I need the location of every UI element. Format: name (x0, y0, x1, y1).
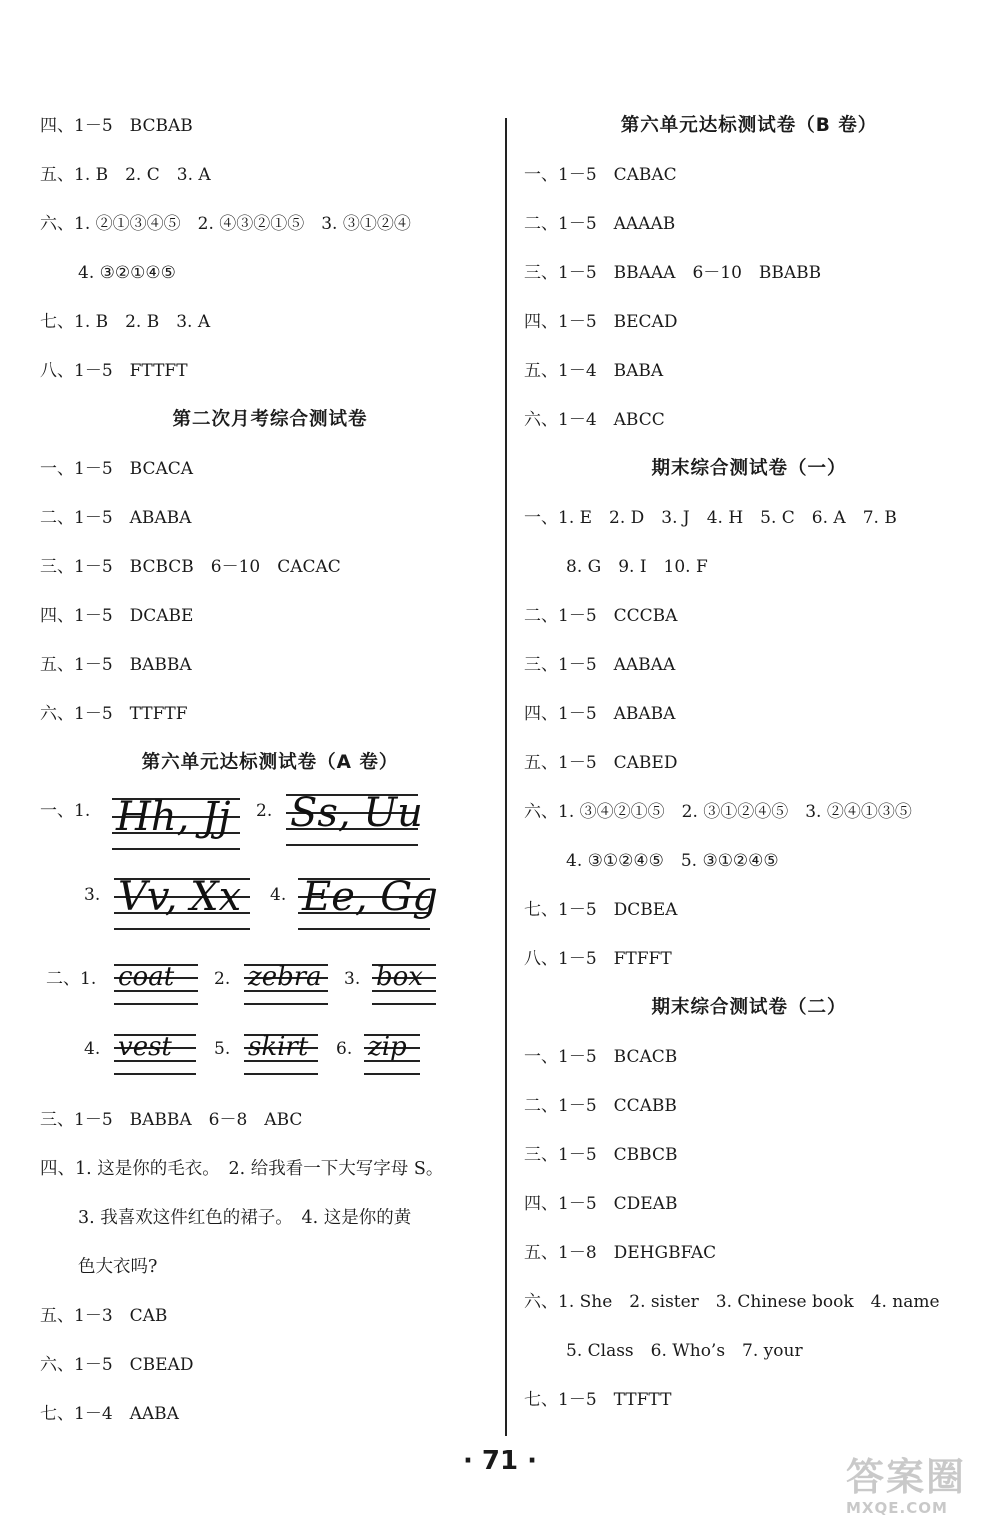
right-column (524, 108, 974, 1431)
handwritten-word: zip (368, 1032, 407, 1062)
handwritten-letters: Vv, Xx (118, 874, 242, 920)
answer-line: 4. ③①②④⑤ 5. ③①②④⑤ (566, 851, 779, 871)
handwriting-row (40, 962, 500, 1032)
answer-line: 8. G 9. I 10. F (566, 557, 708, 577)
answer-line: 六、1. ②①③④⑤ 2. ④③②①⑤ 3. ③①②④ (40, 214, 411, 234)
handwriting-lines (114, 1034, 196, 1074)
answer-line: 六、1－4 ABCC (524, 410, 665, 430)
question-label: 2. (214, 969, 231, 989)
section-title: 期末综合测试卷（一） (651, 458, 847, 479)
page-number: · 71 · (462, 1446, 538, 1476)
handwriting-lines (112, 794, 240, 850)
handwritten-word: box (376, 962, 423, 992)
section-title: 第六单元达标测试卷（A 卷） (141, 752, 399, 773)
answer-line: 一、1－5 BCACA (40, 459, 194, 479)
handwritten-word: skirt (248, 1032, 309, 1062)
answer-line: 五、1－4 BABA (524, 361, 664, 381)
answer-line: 八、1－5 FTTFT (40, 361, 188, 381)
handwriting-lines (114, 874, 250, 930)
answer-line: 色大衣吗? (78, 1257, 158, 1277)
answer-line: 二、1－5 AAAAB (524, 214, 676, 234)
answer-line: 七、1－5 TTFTT (524, 1390, 672, 1410)
handwriting-lines (244, 964, 328, 1004)
handwriting-lines (114, 964, 198, 1004)
question-label: 一、1. (40, 801, 91, 821)
answer-line: 一、1. E 2. D 3. J 4. H 5. C 6. A 7. B (524, 508, 897, 528)
handwritten-letters: Ee, Gg (302, 874, 438, 920)
handwriting-lines (364, 1034, 420, 1074)
answer-line: 四、1－5 DCABE (40, 606, 194, 626)
answer-line: 五、1. B 2. C 3. A (40, 165, 211, 185)
answer-line: 七、1. B 2. B 3. A (40, 312, 211, 332)
answer-line: 二、1－5 CCABB (524, 1096, 677, 1116)
section-title: 第二次月考综合测试卷 (172, 409, 368, 430)
answer-line: 五、1－3 CAB (40, 1306, 168, 1326)
answer-line: 三、1－5 AABAA (524, 655, 676, 675)
question-label: 6. (336, 1039, 353, 1059)
answer-line: 五、1－5 CABED (524, 753, 678, 773)
answer-line: 三、1－5 BBAAA 6－10 BBABB (524, 263, 822, 283)
handwritten-word: vest (118, 1032, 172, 1062)
handwriting-lines (298, 874, 438, 930)
handwriting-lines (372, 964, 436, 1004)
question-label: 2. (256, 801, 273, 821)
answer-line: 一、1－5 CABAC (524, 165, 677, 185)
question-label: 3. (344, 969, 361, 989)
answer-line: 二、1－5 CCCBA (524, 606, 678, 626)
answer-line: 六、1. ③④②①⑤ 2. ③①②④⑤ 3. ②④①③⑤ (524, 802, 912, 822)
section-title: 第六单元达标测试卷（B 卷） (620, 115, 878, 136)
answer-line: 七、1－5 DCBEA (524, 900, 678, 920)
answer-line: 四、1. 这是你的毛衣。 2. 给我看一下大写字母 S。 (40, 1159, 444, 1179)
answer-line: 六、1－5 CBEAD (40, 1355, 194, 1375)
answer-line: 一、1－5 BCACB (524, 1047, 678, 1067)
handwritten-word: zebra (248, 962, 322, 992)
watermark-url: MXQE.COM (846, 1499, 948, 1517)
handwritten-word: coat (118, 962, 175, 992)
left-column (40, 108, 500, 1445)
question-label: 4. (270, 885, 287, 905)
answer-line: 四、1－5 ABABA (524, 704, 676, 724)
handwriting-lines (286, 790, 423, 846)
answer-line: 三、1－5 CBBCB (524, 1145, 678, 1165)
answer-line: 5. Class 6. Who’s 7. your (566, 1341, 803, 1361)
answer-line: 八、1－5 FTFFT (524, 949, 672, 969)
answer-line: 四、1－5 BCBAB (40, 116, 193, 136)
watermark-logo (846, 1455, 996, 1525)
handwriting-row (40, 790, 500, 878)
answer-line: 3. 我喜欢这件红色的裙子。 4. 这是你的黄 (78, 1208, 412, 1228)
answer-line: 三、1－5 BABBA 6－8 ABC (40, 1110, 303, 1130)
question-label: 4. (84, 1039, 101, 1059)
question-label: 5. (214, 1039, 231, 1059)
question-label: 二、1. (46, 969, 97, 989)
answer-line: 五、1－8 DEHGBFAC (524, 1243, 717, 1263)
answer-line: 四、1－5 CDEAB (524, 1194, 678, 1214)
answer-line: 六、1. She 2. sister 3. Chinese book 4. name (524, 1292, 940, 1312)
handwriting-row (40, 1032, 500, 1102)
handwriting-lines (244, 1034, 318, 1074)
section-title: 期末综合测试卷（二） (651, 997, 847, 1018)
answer-line: 四、1－5 BECAD (524, 312, 678, 332)
answer-line: 七、1－4 AABA (40, 1404, 179, 1424)
answer-line: 六、1－5 TTFTF (40, 704, 188, 724)
answer-line: 二、1－5 ABABA (40, 508, 192, 528)
answer-line: 三、1－5 BCBCB 6－10 CACAC (40, 557, 341, 577)
answer-line: 4. ③②①④⑤ (78, 263, 176, 283)
handwritten-letters: Ss, Uu (290, 790, 423, 836)
answer-line: 五、1－5 BABBA (40, 655, 192, 675)
handwritten-letters: Hh, Jj (116, 794, 231, 840)
question-label: 3. (84, 885, 101, 905)
column-divider (505, 118, 507, 1436)
watermark-text: 答案圈 (846, 1455, 967, 1499)
handwriting-row (40, 874, 500, 962)
